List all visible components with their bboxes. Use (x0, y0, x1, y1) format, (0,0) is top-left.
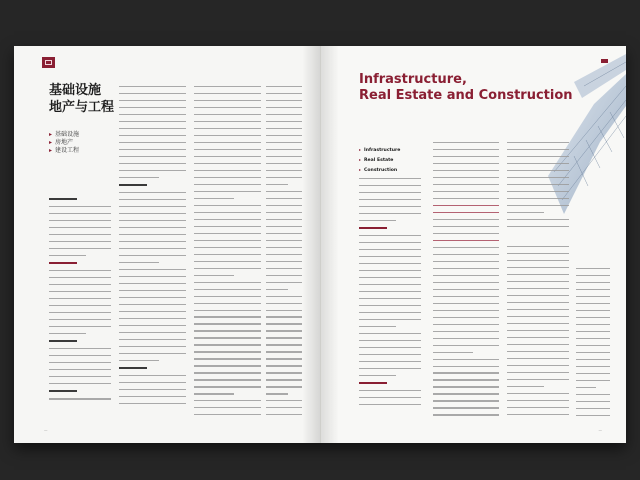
chinese-section-item: ▸ 房地产 (49, 139, 79, 147)
english-title-line-1: Infrastructure, (359, 72, 467, 87)
body-text-column-3 (194, 86, 261, 424)
left-page (14, 46, 321, 443)
english-body-column-2 (433, 142, 499, 424)
chinese-title (49, 82, 114, 116)
english-section-list (359, 145, 400, 175)
book-emblem-icon (42, 57, 55, 68)
chinese-section-item: ▸ 基础设施 (49, 131, 79, 139)
english-section-item: ▸ Real Estate (359, 155, 400, 165)
english-body-column-3b (507, 246, 569, 424)
body-text-column-1 (49, 194, 111, 424)
english-body-column-1 (359, 178, 421, 424)
right-page (321, 46, 626, 443)
body-text-column-4 (266, 86, 302, 424)
chinese-section-list (49, 131, 79, 155)
left-page-number: — (44, 428, 48, 432)
chinese-section-item: ▸ 建设工程 (49, 147, 79, 155)
body-text-column-2 (119, 86, 186, 424)
english-body-column-3a (507, 142, 569, 238)
brochure-spread (14, 46, 626, 443)
english-title-line-2: Real Estate and Construction (359, 88, 573, 103)
right-page-number: — (598, 428, 602, 432)
english-section-item: ▸ Construction (359, 165, 400, 175)
chinese-title-line-2: 地产与工程 (49, 100, 115, 115)
english-body-column-4 (576, 268, 610, 424)
english-title (359, 72, 573, 104)
chinese-title-line-1: 基础设施 (49, 83, 102, 98)
english-section-item: ▸ Infrastructure (359, 145, 400, 155)
